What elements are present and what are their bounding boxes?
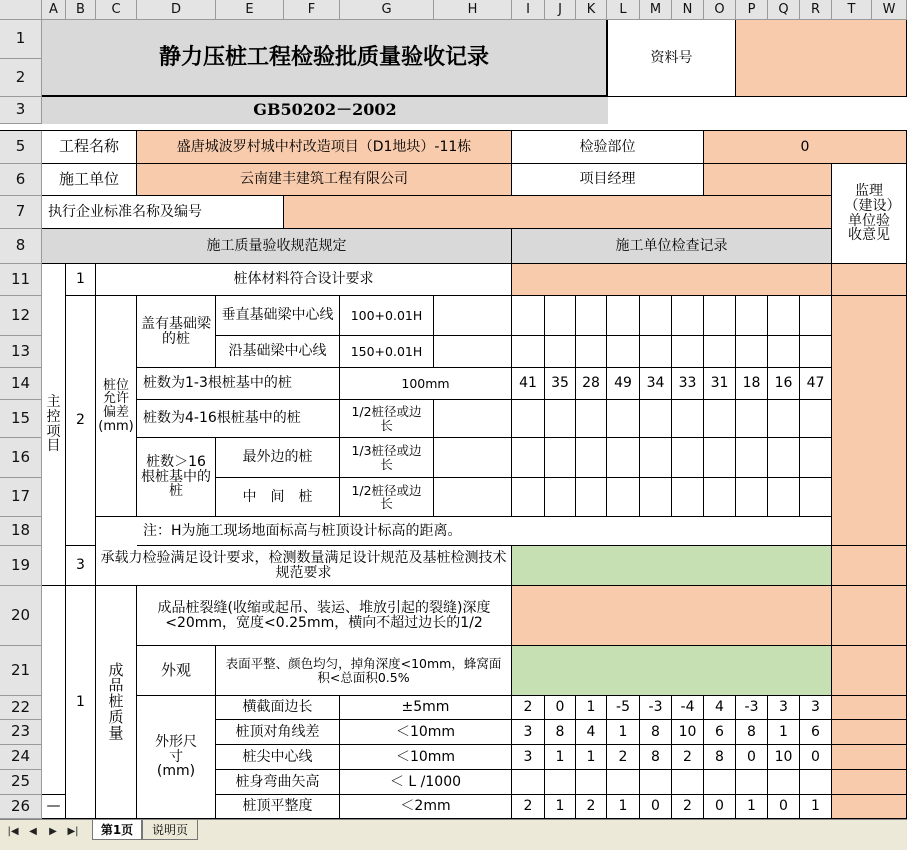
- check-value-cell[interactable]: [736, 400, 768, 438]
- row-header[interactable]: 18: [0, 517, 42, 546]
- check-value-cell[interactable]: [512, 296, 545, 336]
- check-value-cell[interactable]: 1: [576, 696, 607, 720]
- column-header[interactable]: I: [512, 0, 545, 20]
- check-value-cell[interactable]: 2: [672, 745, 704, 770]
- builder-value[interactable]: 云南建丰建筑工程有限公司: [137, 164, 512, 196]
- item-no[interactable]: 2: [66, 296, 96, 546]
- item-no[interactable]: 1: [66, 586, 96, 819]
- check-value-cell[interactable]: 1: [576, 745, 607, 770]
- appearance-check[interactable]: [512, 646, 832, 696]
- check-value-cell[interactable]: [607, 336, 640, 368]
- last-sheet-icon[interactable]: ▶|: [67, 825, 79, 837]
- check-value-cell[interactable]: [672, 770, 704, 795]
- blank-cell[interactable]: [434, 478, 512, 517]
- r22-label[interactable]: 横截面边长: [216, 696, 340, 720]
- check-value-cell[interactable]: [545, 438, 576, 478]
- check-value-cell[interactable]: [800, 438, 832, 478]
- row-header[interactable]: 21: [0, 646, 42, 696]
- row-header[interactable]: 25: [0, 770, 42, 795]
- row-header[interactable]: 7: [0, 196, 42, 229]
- supervision-cell[interactable]: [832, 646, 907, 696]
- along-value[interactable]: 150+0.01H: [340, 336, 434, 368]
- row-header[interactable]: 19: [0, 546, 42, 586]
- check-value-cell[interactable]: 4: [704, 696, 736, 720]
- row-header[interactable]: 2: [0, 59, 42, 97]
- supervision-cell[interactable]: [832, 770, 907, 795]
- check-value-cell[interactable]: 0: [800, 745, 832, 770]
- supervision-cell[interactable]: [832, 745, 907, 770]
- sheet-tab-bar: [0, 819, 907, 850]
- column-header[interactable]: R: [800, 0, 832, 20]
- column-header[interactable]: Q: [768, 0, 800, 20]
- check-value-cell[interactable]: [736, 296, 768, 336]
- row-header[interactable]: 12: [0, 296, 42, 336]
- check-value-cell[interactable]: 0: [736, 745, 768, 770]
- check-value-cell[interactable]: -5: [607, 696, 640, 720]
- row-header[interactable]: 22: [0, 696, 42, 720]
- check-value-cell[interactable]: 0: [640, 795, 672, 819]
- check-value-cell[interactable]: 3: [512, 720, 545, 745]
- check-value-cell[interactable]: 10: [768, 745, 800, 770]
- item-no[interactable]: 3: [66, 546, 96, 586]
- check-value-cell[interactable]: [545, 336, 576, 368]
- check-value-cell[interactable]: [607, 770, 640, 795]
- along-label[interactable]: 沿基础梁中心线: [216, 336, 340, 368]
- pile-material-check[interactable]: [512, 264, 832, 296]
- r24-value[interactable]: ＜10mm: [340, 745, 512, 770]
- check-value-cell[interactable]: 34: [640, 368, 672, 400]
- check-value-cell[interactable]: 1: [607, 795, 640, 819]
- builder-label[interactable]: 施工单位: [42, 164, 137, 196]
- check-value-cell[interactable]: 8: [640, 745, 672, 770]
- check-value-cell[interactable]: [545, 296, 576, 336]
- appearance-label[interactable]: 外观: [137, 646, 216, 696]
- check-value-cell[interactable]: -3: [640, 696, 672, 720]
- column-header[interactable]: T: [832, 0, 872, 20]
- note-text[interactable]: 注：H为施工现场地面标高与桩顶设计标高的距离。: [137, 517, 832, 546]
- column-header[interactable]: E: [216, 0, 284, 20]
- check-value-cell[interactable]: 1: [736, 795, 768, 819]
- check-value-cell[interactable]: [736, 478, 768, 517]
- main-control-label[interactable]: 主控项目: [42, 264, 66, 586]
- check-value-cell[interactable]: [576, 400, 607, 438]
- gt16-label[interactable]: 桩数＞16根桩基中的桩: [137, 438, 216, 517]
- check-value-cell[interactable]: [800, 296, 832, 336]
- check-value-cell[interactable]: [768, 336, 800, 368]
- general-items-label[interactable]: [42, 586, 66, 795]
- check-value-cell[interactable]: -4: [672, 696, 704, 720]
- column-header[interactable]: W: [872, 0, 907, 20]
- hidden-row4[interactable]: [0, 124, 907, 131]
- row-header[interactable]: 17: [0, 478, 42, 517]
- row-header[interactable]: 8: [0, 229, 42, 264]
- check-value-cell[interactable]: -3: [736, 696, 768, 720]
- check-value-cell[interactable]: [576, 770, 607, 795]
- blank-row3[interactable]: [608, 97, 907, 124]
- check-value-cell[interactable]: [512, 438, 545, 478]
- check-value-cell[interactable]: [545, 400, 576, 438]
- supervision-cell[interactable]: [832, 296, 907, 546]
- crack-item[interactable]: 成品桩裂缝(收缩或起吊、装运、堆放引起的裂缝)深度<20mm，宽度<0.25mm，横向不超过边长的1/2: [137, 586, 512, 646]
- r23-label[interactable]: 桩顶对角线差: [216, 720, 340, 745]
- check-value-cell[interactable]: [800, 336, 832, 368]
- next-sheet-icon[interactable]: ▶: [49, 825, 57, 837]
- check-value-cell[interactable]: [512, 770, 545, 795]
- row-header[interactable]: 1: [0, 20, 42, 59]
- column-header[interactable]: M: [640, 0, 672, 20]
- check-value-cell[interactable]: 8: [640, 720, 672, 745]
- check-value-cell[interactable]: 2: [512, 696, 545, 720]
- spec-header[interactable]: 施工质量验收规范规定: [42, 229, 512, 264]
- supervision-cell[interactable]: [832, 586, 907, 646]
- check-value-cell[interactable]: [640, 438, 672, 478]
- blank-cell[interactable]: [434, 296, 512, 336]
- supervision-cell[interactable]: [832, 546, 907, 586]
- r26-label[interactable]: 桩顶平整度: [216, 795, 340, 819]
- doc-no-label[interactable]: 资料号: [608, 20, 736, 97]
- std-name-label[interactable]: 执行企业标准名称及编号: [42, 196, 284, 229]
- project-label[interactable]: 工程名称: [42, 131, 137, 164]
- check-value-cell[interactable]: [672, 478, 704, 517]
- check-value-cell[interactable]: 49: [607, 368, 640, 400]
- row26-mark[interactable]: —: [42, 795, 66, 819]
- check-value-cell[interactable]: 18: [736, 368, 768, 400]
- check-value-cell[interactable]: [576, 296, 607, 336]
- check-value-cell[interactable]: 8: [704, 745, 736, 770]
- row-header[interactable]: 14: [0, 368, 42, 400]
- r24-label[interactable]: 桩尖中心线: [216, 745, 340, 770]
- check-value-cell[interactable]: 1: [545, 795, 576, 819]
- supervision-cell[interactable]: [832, 720, 907, 745]
- r14-label[interactable]: 桩数为1-3根桩基中的桩: [137, 368, 340, 400]
- check-value-cell[interactable]: [512, 400, 545, 438]
- r22-value[interactable]: ±5mm: [340, 696, 512, 720]
- check-value-cell[interactable]: [545, 770, 576, 795]
- supervision-cell[interactable]: [832, 264, 907, 296]
- perp-label[interactable]: 垂直基础梁中心线: [216, 296, 340, 336]
- pm-label[interactable]: 项目经理: [512, 164, 704, 196]
- r23-value[interactable]: ＜10mm: [340, 720, 512, 745]
- item-no[interactable]: 1: [66, 264, 96, 296]
- crack-check[interactable]: [512, 586, 832, 646]
- middle-pile-value[interactable]: 1/2桩径或边长: [340, 478, 434, 517]
- column-header[interactable]: F: [284, 0, 340, 20]
- project-value[interactable]: 盛唐城波罗村城中村改造项目（D1地块）-11栋: [137, 131, 512, 164]
- check-value-cell[interactable]: [640, 478, 672, 517]
- check-value-cell[interactable]: [672, 336, 704, 368]
- check-value-cell[interactable]: 33: [672, 368, 704, 400]
- check-value-cell[interactable]: 31: [704, 368, 736, 400]
- supervision-cell[interactable]: [832, 696, 907, 720]
- row-header[interactable]: 24: [0, 745, 42, 770]
- outer-pile-label[interactable]: 最外边的桩: [216, 438, 340, 478]
- check-value-cell[interactable]: 2: [672, 795, 704, 819]
- check-value-cell[interactable]: 10: [672, 720, 704, 745]
- column-header[interactable]: G: [340, 0, 434, 20]
- check-value-cell[interactable]: 8: [545, 720, 576, 745]
- appearance-item[interactable]: 表面平整、颜色均匀，掉角深度<10mm，蜂窝面积<总面积0.5%: [216, 646, 512, 696]
- supervision-label[interactable]: 监理（建设）单位验收意见: [832, 164, 907, 264]
- row-header[interactable]: 13: [0, 336, 42, 368]
- check-value-cell[interactable]: 4: [576, 720, 607, 745]
- r26-value[interactable]: ＜2mm: [340, 795, 512, 819]
- check-value-cell[interactable]: [512, 336, 545, 368]
- check-value-cell[interactable]: [704, 336, 736, 368]
- row-header[interactable]: 15: [0, 400, 42, 438]
- check-value-cell[interactable]: [768, 770, 800, 795]
- check-value-cell[interactable]: [545, 478, 576, 517]
- check-value-cell[interactable]: 0: [545, 696, 576, 720]
- pm-value[interactable]: [704, 164, 832, 196]
- check-value-cell[interactable]: [640, 336, 672, 368]
- row-header[interactable]: 5: [0, 131, 42, 164]
- check-value-cell[interactable]: [640, 296, 672, 336]
- check-value-cell[interactable]: [640, 770, 672, 795]
- tab-instructions[interactable]: 说明页: [142, 820, 198, 840]
- check-value-cell[interactable]: 6: [704, 720, 736, 745]
- finished-pile-label[interactable]: 成品桩质量: [96, 586, 137, 819]
- check-value-cell[interactable]: [768, 400, 800, 438]
- column-header[interactable]: J: [545, 0, 576, 20]
- check-value-cell[interactable]: [736, 438, 768, 478]
- check-value-cell[interactable]: 2: [607, 745, 640, 770]
- row-header[interactable]: 16: [0, 438, 42, 478]
- check-value-cell[interactable]: [768, 438, 800, 478]
- capped-pile-label[interactable]: 盖有基础梁的桩: [137, 296, 216, 368]
- check-value-cell[interactable]: [607, 400, 640, 438]
- check-value-cell[interactable]: 1: [800, 795, 832, 819]
- prev-sheet-icon[interactable]: ◀: [29, 825, 37, 837]
- check-value-cell[interactable]: 47: [800, 368, 832, 400]
- check-value-cell[interactable]: [576, 438, 607, 478]
- column-header[interactable]: N: [672, 0, 704, 20]
- check-value-cell[interactable]: [736, 770, 768, 795]
- check-value-cell[interactable]: [768, 478, 800, 517]
- check-value-cell[interactable]: 3: [768, 696, 800, 720]
- column-header[interactable]: D: [137, 0, 216, 20]
- r14-value[interactable]: 100mm: [340, 368, 512, 400]
- column-header[interactable]: K: [576, 0, 607, 20]
- check-value-cell[interactable]: 1: [607, 720, 640, 745]
- check-value-cell[interactable]: 8: [736, 720, 768, 745]
- check-value-cell[interactable]: 6: [800, 720, 832, 745]
- blank-cell[interactable]: [434, 400, 512, 438]
- blank-cell[interactable]: [434, 336, 512, 368]
- column-header[interactable]: B: [66, 0, 96, 20]
- bearing-capacity-check[interactable]: [512, 546, 832, 586]
- column-header[interactable]: H: [434, 0, 512, 20]
- check-value-cell[interactable]: [704, 478, 736, 517]
- outer-pile-value[interactable]: 1/3桩径或边长: [340, 438, 434, 478]
- check-value-cell[interactable]: 28: [576, 368, 607, 400]
- check-value-cell[interactable]: [672, 296, 704, 336]
- check-value-cell[interactable]: 0: [704, 795, 736, 819]
- check-value-cell[interactable]: 2: [576, 795, 607, 819]
- check-value-cell[interactable]: [607, 296, 640, 336]
- r15-value[interactable]: 1/2桩径或边长: [340, 400, 434, 438]
- check-value-cell[interactable]: [736, 336, 768, 368]
- check-value-cell[interactable]: [704, 296, 736, 336]
- bearing-capacity-item[interactable]: 承载力检验满足设计要求，检测数量满足设计规范及基桩检测技术规范要求: [96, 546, 512, 586]
- inspect-part-value[interactable]: 0: [704, 131, 907, 164]
- first-sheet-icon[interactable]: |◀: [7, 825, 19, 837]
- tab-page1[interactable]: 第1页: [92, 820, 142, 840]
- check-value-cell[interactable]: 35: [545, 368, 576, 400]
- r15-label[interactable]: 桩数为4-16根桩基中的桩: [137, 400, 340, 438]
- check-value-cell[interactable]: [704, 770, 736, 795]
- check-value-cell[interactable]: [768, 296, 800, 336]
- check-value-cell[interactable]: 41: [512, 368, 545, 400]
- check-value-cell[interactable]: [704, 400, 736, 438]
- column-header[interactable]: L: [607, 0, 640, 20]
- check-value-cell[interactable]: 2: [512, 795, 545, 819]
- perp-value[interactable]: 100+0.01H: [340, 296, 434, 336]
- column-header[interactable]: A: [42, 0, 66, 20]
- row-header[interactable]: 20: [0, 586, 42, 646]
- check-value-cell[interactable]: [607, 478, 640, 517]
- column-header[interactable]: O: [704, 0, 736, 20]
- check-header[interactable]: 施工单位检查记录: [512, 229, 832, 264]
- check-value-cell[interactable]: [672, 438, 704, 478]
- row-header[interactable]: 11: [0, 264, 42, 296]
- standard-code[interactable]: GB50202－2002: [42, 97, 608, 124]
- check-value-cell[interactable]: [576, 336, 607, 368]
- dimension-label[interactable]: 外形尺寸(mm): [137, 696, 216, 819]
- column-header[interactable]: C: [96, 0, 137, 20]
- r25-value[interactable]: ＜ L /1000: [340, 770, 512, 795]
- row-header[interactable]: 3: [0, 97, 42, 124]
- sheet-title[interactable]: 静力压桩工程检验批质量验收记录: [42, 20, 608, 97]
- check-value-cell[interactable]: 3: [800, 696, 832, 720]
- row-header[interactable]: 6: [0, 164, 42, 196]
- check-value-cell[interactable]: 1: [768, 720, 800, 745]
- check-value-cell[interactable]: [576, 478, 607, 517]
- r25-label[interactable]: 桩身弯曲矢高: [216, 770, 340, 795]
- check-value-cell[interactable]: [512, 478, 545, 517]
- row-header[interactable]: 23: [0, 720, 42, 745]
- check-value-cell[interactable]: [704, 438, 736, 478]
- check-value-cell[interactable]: [800, 400, 832, 438]
- check-value-cell[interactable]: [640, 400, 672, 438]
- inspect-part-label[interactable]: 检验部位: [512, 131, 704, 164]
- check-value-cell[interactable]: [800, 770, 832, 795]
- check-value-cell[interactable]: [800, 478, 832, 517]
- pile-deviation-label[interactable]: 桩位允许偏差(mm): [96, 296, 137, 517]
- middle-pile-label[interactable]: 中 间 桩: [216, 478, 340, 517]
- column-header[interactable]: P: [736, 0, 768, 20]
- select-all-corner[interactable]: [0, 0, 42, 20]
- blank-cell[interactable]: [434, 438, 512, 478]
- row-header[interactable]: 26: [0, 795, 42, 819]
- supervision-cell[interactable]: [832, 795, 907, 819]
- pile-material-item[interactable]: 桩体材料符合设计要求: [96, 264, 512, 296]
- check-value-cell[interactable]: 16: [768, 368, 800, 400]
- check-value-cell[interactable]: [672, 400, 704, 438]
- doc-no-value[interactable]: [736, 20, 907, 97]
- check-value-cell[interactable]: 0: [768, 795, 800, 819]
- check-value-cell[interactable]: [607, 438, 640, 478]
- std-name-value[interactable]: [284, 196, 832, 229]
- check-value-cell[interactable]: 3: [512, 745, 545, 770]
- check-value-cell[interactable]: 1: [545, 745, 576, 770]
